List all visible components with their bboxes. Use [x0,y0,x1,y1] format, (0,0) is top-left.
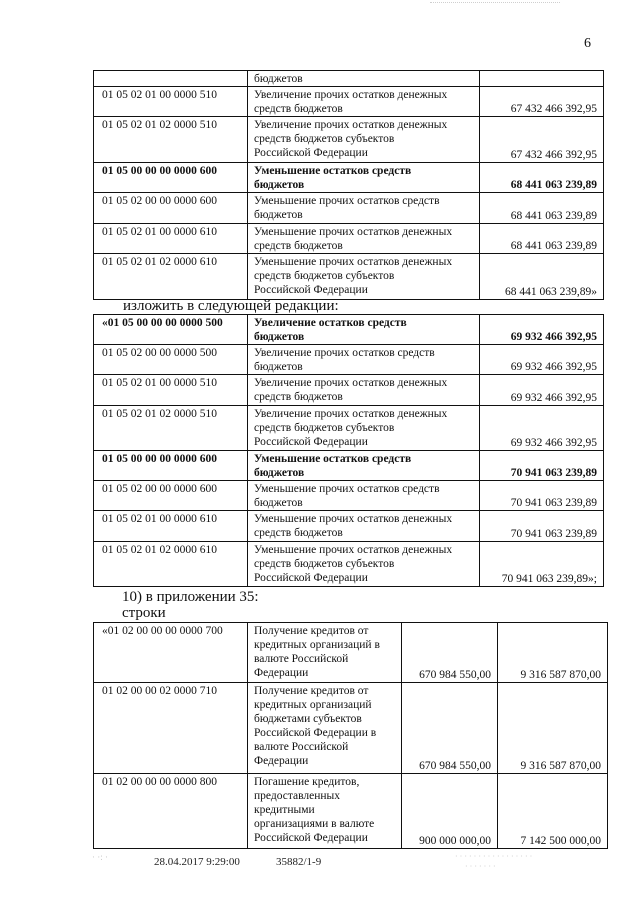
table-row [94,683,608,773]
page-number: 6 [584,36,591,51]
table-row [94,223,604,253]
table-row [94,511,604,541]
cell-amount-2: 7 142 500 000,00 [498,773,608,848]
table-row [94,193,604,223]
cell-code: «01 02 00 00 00 0000 700 [94,623,248,683]
cell-amount-2: 9 316 587 870,00 [498,623,608,683]
cell-name: Уменьшение прочих остатков средств бюджетов [248,481,480,511]
footer-document-code: 35882/1-9 [276,856,322,868]
cell-code: «01 05 00 00 00 0000 500 [94,315,248,345]
cell-code: 01 05 02 00 00 0000 500 [94,345,248,375]
table-row [94,162,604,192]
cell-amount: 69 932 466 392,95 [480,315,604,345]
cell-code: 01 05 02 01 02 0000 510 [94,117,248,163]
cell-amount: 68 441 063 239,89 [480,162,604,192]
cell-name: бюджетов [248,71,480,87]
cell-code: 01 05 02 01 02 0000 610 [94,254,248,300]
table-row [94,773,608,848]
table-row [94,405,604,450]
footer-stamp: · · · · · · · · · · · · · · · · · · · · · · · · [455,852,533,871]
cell-amount-1: 670 984 550,00 [402,623,498,683]
cell-code: 01 05 02 01 00 0000 610 [94,223,248,253]
cell-code: 01 05 00 00 00 0000 600 [94,162,248,192]
table-row [94,541,604,586]
cell-name: Увеличение остатков средств бюджетов [248,315,480,345]
table-row [94,450,604,480]
cell-code [94,71,248,87]
table-row [94,117,604,163]
cell-code: 01 05 02 01 00 0000 510 [94,87,248,117]
cell-amount: 69 932 466 392,95 [480,405,604,450]
table-appendix-35 [93,622,608,849]
footer-mark: · ·: · [92,852,108,862]
table-row [94,481,604,511]
cell-amount: 68 441 063 239,89» [480,254,604,300]
cell-amount: 70 941 063 239,89 [480,511,604,541]
cell-code: 01 05 02 01 02 0000 510 [94,405,248,450]
cell-amount: 68 441 063 239,89 [480,193,604,223]
cell-name: Уменьшение прочих остатков денежных средств бюджетов субъектов Российской Федерации [248,254,480,300]
cell-name: Увеличение прочих остатков денежных средств бюджетов [248,87,480,117]
cell-amount: 68 441 063 239,89 [480,223,604,253]
cell-code: 01 05 02 01 00 0000 510 [94,375,248,405]
caption-new-edition: изложить в следующей редакции: [123,298,339,314]
cell-name: Увеличение прочих остатков средств бюджетов [248,345,480,375]
footer-date: 28.04.2017 9:29:00 [154,856,240,868]
cell-code: 01 05 02 01 00 0000 610 [94,511,248,541]
cell-code: 01 02 00 00 00 0000 800 [94,773,248,848]
table-row [94,254,604,300]
table-row [94,71,604,87]
cell-amount: 70 941 063 239,89 [480,481,604,511]
cell-amount-2: 9 316 587 870,00 [498,683,608,773]
cell-amount: 67 432 466 392,95 [480,117,604,163]
cell-amount: 69 932 466 392,95 [480,375,604,405]
cell-amount: 70 941 063 239,89 [480,450,604,480]
cell-name: Уменьшение прочих остатков денежных средств бюджетов [248,511,480,541]
cell-name: Увеличение прочих остатков денежных средств бюджетов субъектов Российской Федерации [248,405,480,450]
cell-name: Увеличение прочих остатков денежных средств бюджетов [248,375,480,405]
table-sources-new [93,314,604,587]
cell-code: 01 05 02 01 02 0000 610 [94,541,248,586]
cell-name: Погашение кредитов, предоставленных кредитными организациями в валюте Российской Федерации [248,773,402,848]
cell-name: Получение кредитов от кредитных организаций бюджетами субъектов Российской Федерации в валюте Российской Федерации [248,683,402,773]
cell-code: 01 05 02 00 00 0000 600 [94,481,248,511]
cell-name: Уменьшение остатков средств бюджетов [248,450,480,480]
caption-appendix-35: 10) в приложении 35: [122,589,259,605]
cell-name: Уменьшение прочих остатков денежных средств бюджетов субъектов Российской Федерации [248,541,480,586]
cell-code: 01 05 02 00 00 0000 600 [94,193,248,223]
table-row [94,315,604,345]
table-row [94,623,608,683]
table-sources-previous [93,70,604,300]
caption-rows: строки [122,605,166,621]
cell-name: Уменьшение прочих остатков денежных средств бюджетов [248,223,480,253]
cell-amount: 69 932 466 392,95 [480,345,604,375]
cell-code: 01 02 00 00 02 0000 710 [94,683,248,773]
cell-name: Увеличение прочих остатков денежных средств бюджетов субъектов Российской Федерации [248,117,480,163]
cell-name: Уменьшение прочих остатков средств бюджетов [248,193,480,223]
cell-name: Получение кредитов от кредитных организаций в валюте Российской Федерации [248,623,402,683]
cell-amount: 67 432 466 392,95 [480,87,604,117]
cell-amount: 70 941 063 239,89»; [480,541,604,586]
table-row [94,87,604,117]
scan-artifact [430,2,560,3]
cell-amount-1: 900 000 000,00 [402,773,498,848]
cell-amount-1: 670 984 550,00 [402,683,498,773]
table-row [94,345,604,375]
cell-name: Уменьшение остатков средств бюджетов [248,162,480,192]
cell-code: 01 05 00 00 00 0000 600 [94,450,248,480]
cell-amount [480,71,604,87]
table-row [94,375,604,405]
